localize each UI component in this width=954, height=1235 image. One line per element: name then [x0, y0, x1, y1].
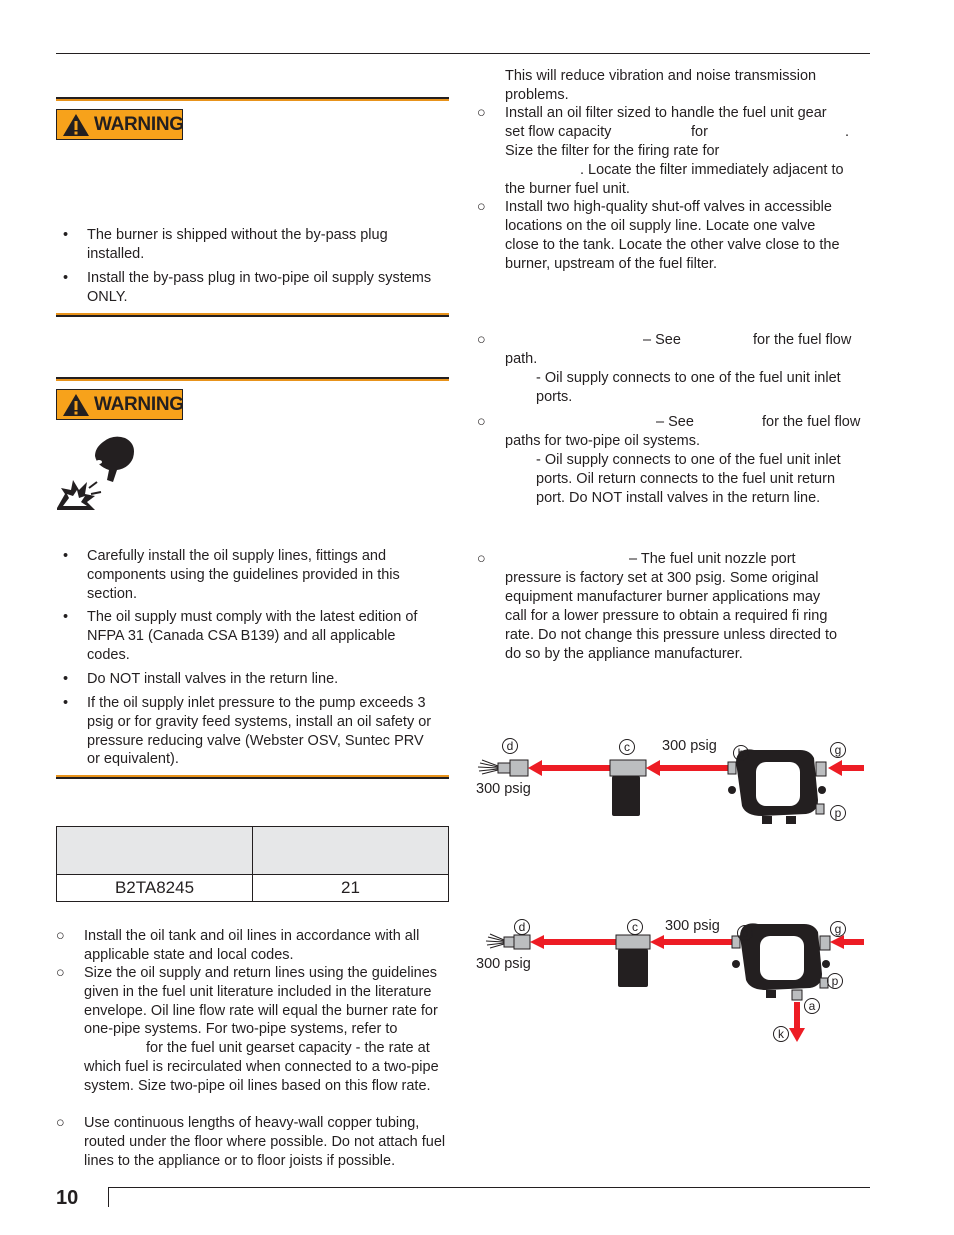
table-cell: B2TA8245 [57, 875, 253, 902]
warning-box-1-bottom-rule [56, 313, 449, 315]
pressure-label: 300 psig [662, 738, 717, 754]
list-item-nozzle-pressure: ○ – The fuel unit nozzle port pressure is factory set at 300 psig. Some original equipment manufacturer burner applications may call for a lower pressure to obtain a required fi ring rate. Do not change this pressure unless directed to do so by the appliance manufacturer. [477, 551, 838, 662]
circle-bullet-icon: ○ [56, 1115, 65, 1131]
list-item-two-pipe: ○ – See for the fuel flow paths for two-pipe oil systems. - Oil supply connects to one of the fuel unit inlet ports. Oil return connects to the fuel unit return port. Do NOT install valves in the return line. [477, 414, 861, 506]
warning-label: WARNING [94, 114, 184, 135]
circle-bullet-icon: ○ [477, 551, 486, 567]
diagram-callout-d: d [502, 738, 518, 754]
warning-triangle-icon [62, 393, 90, 417]
nozzle-spray-icon [478, 760, 498, 774]
pressure-label: 300 psig [476, 781, 531, 797]
page-number: 10 [56, 1187, 79, 1209]
pressure-label: 300 psig [476, 956, 531, 972]
diagram-callout-k: k [773, 1026, 789, 1042]
footer-rule-vertical [108, 1187, 109, 1207]
pressure-label: 300 psig [665, 918, 720, 934]
solenoid-valve-icon [616, 935, 650, 987]
nozzle-icon [504, 935, 530, 949]
diagram-callout-b: b [737, 925, 753, 941]
warning-badge-1 [56, 109, 183, 140]
footer-rule [108, 1187, 870, 1188]
circle-bullet-icon: ○ [477, 199, 486, 215]
fuel-unit-table [56, 826, 449, 902]
list-item-one-pipe: ○ – See for the fuel flow path. - Oil supply connects to one of the fuel unit inlet ports. [477, 332, 852, 405]
header-rule [56, 53, 870, 54]
table-header-row [57, 827, 449, 875]
diagram-callout-d: d [514, 919, 530, 935]
diagram-callout-p: p [830, 805, 846, 821]
diagram-callout-a: a [804, 998, 820, 1014]
diagram-callout-c: c [619, 739, 635, 755]
diagram-callout-p: p [827, 973, 843, 989]
nozzle-icon [498, 760, 528, 776]
warning-box-2-bottom-rule [56, 775, 449, 777]
diagram-callout-g: g [830, 742, 846, 758]
list-text: Size the oil supply and return lines using the guidelines given in the fuel unit literature included in the literature envelope. Oil line flow rate will equal the burner rate for one-pipe systems. For two-pipe systems, refer to for the fuel unit gearset capacity - the rate at which fuel is recirculated when connected to a two-pipe system. Size two-pipe oil lines based on this flow rate. [84, 965, 439, 1094]
circle-bullet-icon: ○ [477, 332, 486, 348]
continued-text: This will reduce vibration and noise transmission problems. [505, 68, 817, 103]
diagram-callout-c: c [627, 919, 643, 935]
diagram-callout-b: b [733, 745, 749, 761]
circle-bullet-icon: ○ [56, 928, 65, 944]
diagram-callout-g: g [830, 921, 846, 937]
list-item-shutoff-valves: ○ Install two high-quality shut-off valves in accessible locations on the oil supply line. Locate one valve close to the tank. Locate the other valve close to the burner, upstream of the fuel filter. [477, 199, 840, 272]
solenoid-valve-icon [610, 760, 646, 816]
circle-bullet-icon: ○ [477, 105, 486, 121]
circle-bullet-icon: ○ [477, 414, 486, 430]
warning-box-2-top-rule [56, 377, 449, 379]
table-cell: 21 [253, 875, 449, 902]
circle-bullet-icon: ○ [56, 965, 65, 981]
table-row [57, 875, 449, 902]
nozzle-spray-icon [486, 934, 504, 948]
list-item-oil-filter: ○ Install an oil filter sized to handle the fuel unit gear set flow capacity for . Size the filter for the firing rate for . Locate the filter immediately adjacent to the burner fuel unit. [477, 105, 850, 197]
warning-box-1-top-rule [56, 97, 449, 99]
explosion-hazard-icon [55, 436, 160, 512]
warning-triangle-icon [62, 113, 90, 137]
warning-label: WARNING [94, 394, 184, 415]
warning-badge-2 [56, 389, 183, 420]
